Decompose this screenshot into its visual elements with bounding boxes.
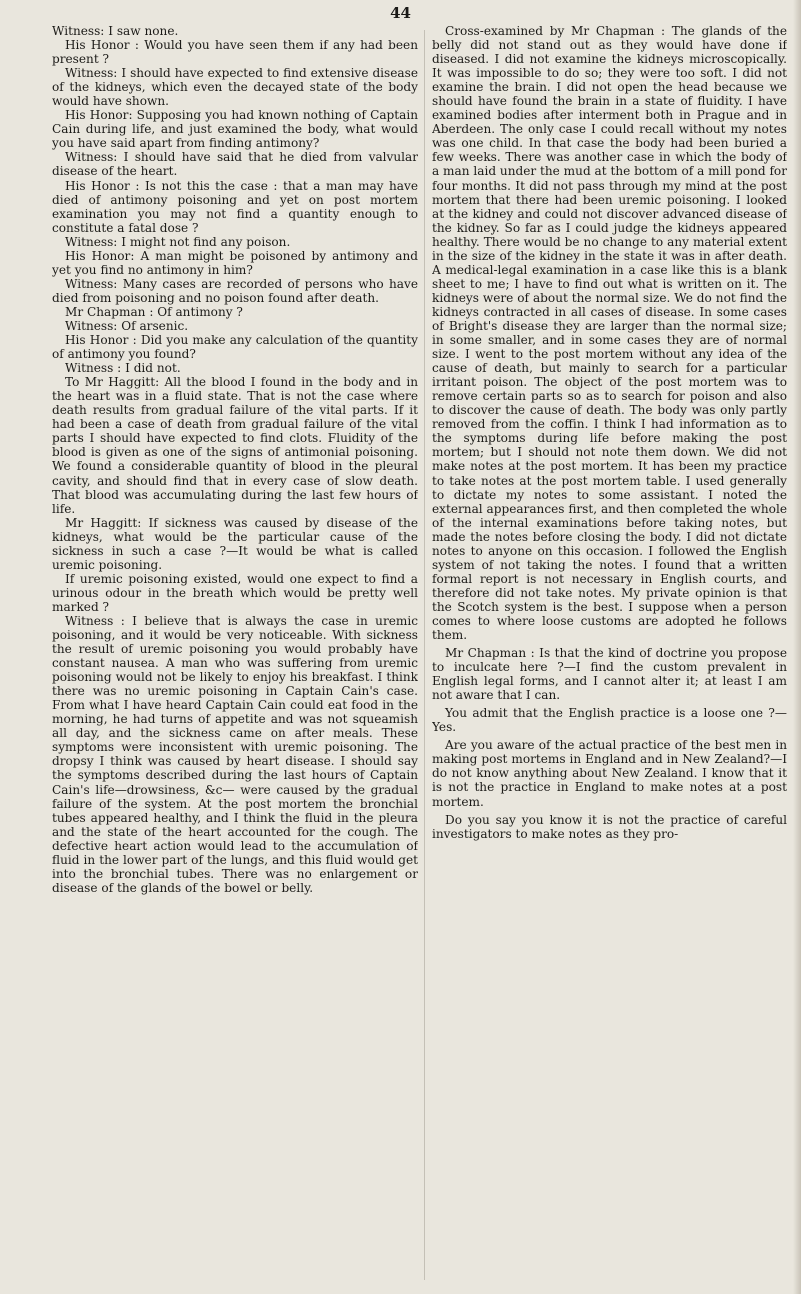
paragraph: Are you aware of the actual practice of the best men in making post mortems in England and in New Zealand?—I do not know anything about New Zealand. I know that it is not the practice in England to make notes at a post mortem. [432, 738, 787, 809]
paragraph: Witness : I believe that is always the case in uremic poisoning, and it would be very noticeable. With sickness the result of uremic poisoning you would probably have constant nausea. A man who was suffering from uremic poisoning would not be likely to enjoy his breakfast. I think there was no uremic poisoning in Captain Cain's case. From what I have heard Captain Cain could eat food in the morning, he had turns of appetite and was not squeamish all day, and the sickness came on after meals. These symptoms were inconsistent with uremic poisoning. The dropsy I think was caused by heart disease. I should say the symptoms described during the last hours of Captain Cain's life—drowsiness, &c— were caused by the gradual failure of the system. At the post mortem the bronchial tubes appeared healthy, and I think the fluid in the pleura and the state of the heart accounted for the cough. The defective heart action would lead to the accumulation of fluid in the lower part of the lungs, and this fluid would get into the bronchial tubes. There was no enlargement or disease of the glands of the bowel or belly. [52, 613, 418, 895]
paragraph: Witness: I should have said that he died from valvular disease of the heart. [52, 150, 418, 179]
left-column [52, 24, 418, 1288]
paragraph: His Honor: Supposing you had known nothing of Captain Cain during life, and just examined the body, what would you have said apart from finding antimony? [52, 108, 418, 151]
paragraph: Mr Chapman : Of antimony ? [65, 304, 243, 319]
paragraph: To Mr Haggitt: All the blood I found in the body and in the heart was in a fluid state. That is not the case where death results from gradual failure of the vital parts. If it had been a case of death from gradual failure of the vital parts I should have expected to find clots. Fluidity of the blood is given as one of the signs of antimonial poisoning. We found a considerable quantity of blood in the pleural cavity, and should find that in every case of slow death. That blood was accumulating during the last few hours of life. [52, 375, 418, 516]
paragraph: Witness: Of arsenic. [65, 318, 189, 333]
page-edge-shadow [793, 0, 801, 1294]
paragraph: His Honor : Would you have seen them if any had been present ? [52, 38, 418, 67]
paragraph: If uremic poisoning existed, would one expect to find a urinous odour in the breath which would be pretty well marked ? [52, 571, 418, 614]
paragraph: Witness : I did not. [65, 361, 181, 376]
paragraph: You admit that the English practice is a loose one ?—Yes. [432, 706, 787, 735]
paragraph: Do you say you know it is not the practice of careful investigators to make notes as they pro- [432, 812, 787, 841]
paragraph: Witness: I saw none. [52, 24, 179, 38]
paragraph: Witness: I might not find any poison. [65, 234, 291, 249]
page-number: 44 [390, 4, 411, 22]
paragraph: Mr Haggitt: If sickness was caused by disease of the kidneys, what would be the particular cause of the sickness in such a case ?—It would be what is called uremic poisoning. [52, 515, 418, 572]
paragraph: Witness: I should have expected to find extensive disease of the kidneys, which even the decayed state of the body would have shown. [52, 66, 418, 109]
column-divider [424, 30, 425, 1280]
paragraph: His Honor : Did you make any calculation of the quantity of antimony you found? [52, 333, 418, 362]
paragraph: Mr Chapman : Is that the kind of doctrine you propose to inculcate here ?—I find the custom prevalent in English legal forms, and I cannot alter it; at least I am not aware that I can. [432, 646, 787, 703]
right-column [432, 24, 787, 1288]
paragraph: Witness: Many cases are recorded of persons who have died from poisoning and no poison found after death. [52, 276, 418, 305]
paragraph: Cross-examined by Mr Chapman : The glands of the belly did not stand out as they would have done if diseased. I did not examine the kidneys microscopically. It was impossible to do so; they were too soft. I did not examine the brain. I did not open the head because we should have found the brain in a state of fluidity. I have examined bodies after interment both in Prague and in Aberdeen. The only case I could recall without my notes was one child. In that case the body had been buried a few weeks. There was another case in which the body of a man laid under the mud at the bottom of a mill pond for four months. It did not pass through my mind at the post mortem that there had been uremic poisoning. I looked at the kidney and could not discover advanced disease of the kidney. So far as I could judge the kidneys appeared healthy. There would be no change to any material extent in the size of the kidney in the state it was in after death. A medical-legal examination in a case like this is a blank sheet to me; I have to find out what is written on it. The kidneys were of about the normal size. We do not find the kidneys contracted in all cases of disease. In some cases of Bright's disease they are larger than the normal size; in some smaller, and in some cases they are of normal size. I went to the post mortem without any idea of the cause of death, but mainly to search for a particular irritant poison. The object of the post mortem was to remove certain parts so as to search for poison and also to discover the cause of death. The body was only partly removed from the coffin. I think I had information as to the symptoms during life before making the post mortem; but I should not note them down. We did not make notes at the post mortem. It has been my practice to take notes at the post mortem table. I used generally to dictate my notes to some assistant. I noted the external appearances first, and then completed the whole of the internal examinations before taking notes, but made the notes before closing the body. I did not dictate notes to anyone on this occasion. I followed the English system of not taking the notes. I found that a written formal report is not necessary in English courts, and therefore did not take notes. My private opinion is that the Scotch system is the best. I suppose when a person comes to where loose customs are adopted he follows them. [432, 24, 787, 643]
paragraph: His Honor : Is not this the case : that a man may have died of antimony poisoning and yet on post mortem examination you may not find a quantity enough to constitute a fatal dose ? [52, 178, 418, 235]
paragraph: His Honor: A man might be poisoned by antimony and yet you find no antimony in him? [52, 248, 418, 277]
